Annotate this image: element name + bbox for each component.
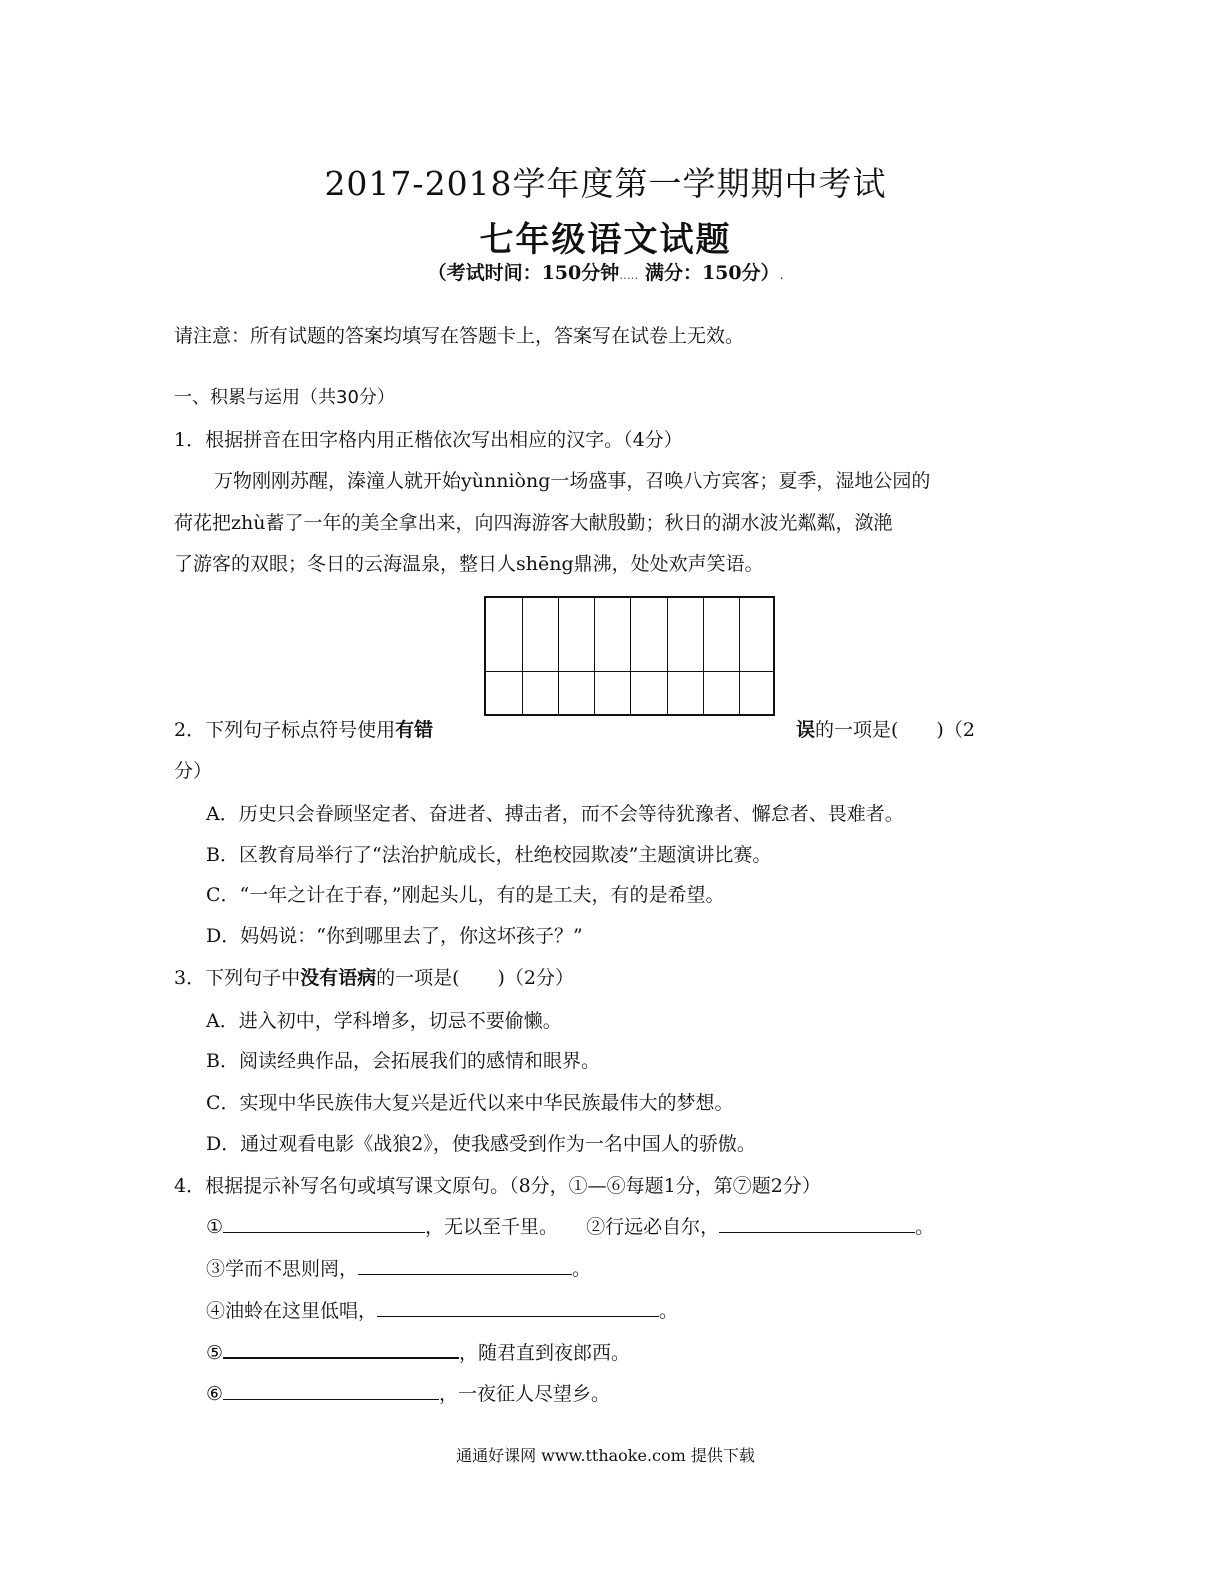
notice: 请注意：所有试题的答案均填写在答题卡上，答案写在试卷上无效。 [174,325,745,347]
q4-item6-blank[interactable] [223,1379,439,1400]
q4-item5-number: ⑤ [206,1342,224,1364]
q2-stem-score: 分） [174,760,213,782]
q4-item3-blank[interactable] [358,1254,572,1275]
grid-line [594,598,595,714]
grid-line [703,598,704,714]
exam-info-dot-end: . [779,268,784,282]
q3-stem [174,963,574,990]
grid-line [667,598,668,714]
q4-item6-text: ，一夜征人尽望乡。 [439,1383,611,1405]
q4-item1-number: ① [206,1216,224,1238]
exam-full-score: 满分：150分） [644,262,780,284]
grid-line [630,598,631,714]
grid-line [522,598,523,714]
q2-option-a[interactable]: A．历史只会眷顾坚定者、奋进者、搏击者，而不会等待犹豫者、懈怠者、畏难者。 [206,803,904,825]
q4-item1-blank[interactable] [223,1212,425,1233]
section-heading: 一、积累与运用（共30分） [174,387,395,408]
q3-option-a[interactable]: A．进入初中，学科增多，切忌不要偷懒。 [206,1010,562,1032]
q2-stem-start [174,715,433,742]
q4-item2-end: 。 [915,1216,935,1238]
grid-line [486,671,773,672]
q2-stem-emphasis: 误 [796,719,816,741]
q4-item2-text: ②行远必自尔， [586,1216,720,1238]
exam-info-dots: ..... [619,268,639,282]
q2-stem-text: 的一项是( )（2 [815,719,975,741]
q2-stem-emphasis: 有错 [395,719,434,741]
q4-item3-text: ③学而不思则罔， [206,1258,359,1280]
q3-option-c[interactable]: C．实现中华民族伟大复兴是近代以来中华民族最伟大的梦想。 [206,1092,734,1114]
q2-stem-end [796,715,975,742]
q4-row-3 [206,1254,591,1281]
grid-line [739,598,740,714]
q3-stem-emphasis: 没有语病 [300,967,377,989]
writing-grid[interactable] [484,596,775,716]
q3-option-b[interactable]: B．阅读经典作品，会拓展我们的感情和眼界。 [206,1050,600,1072]
q4-row-1 [206,1212,934,1239]
q4-item5-text: ，随君直到夜郎西。 [459,1342,631,1364]
exam-info [0,258,1211,285]
q4-item4-text: ④油蛉在这里低唱， [206,1300,378,1322]
q1-stem: 1．根据拼音在田字格内用正楷依次写出相应的汉字。（4分） [174,429,683,451]
q4-item6-number: ⑥ [206,1383,224,1405]
q4-row-4 [206,1296,678,1323]
q2-stem-text: 2．下列句子标点符号使用 [174,719,396,741]
exam-subtitle: 七年级语文试题 [479,220,732,260]
q3-stem-text: 3．下列句子中 [174,967,301,989]
q4-item3-end: 。 [572,1258,592,1280]
q2-option-b[interactable]: B．区教育局举行了“法治护航成长，杜绝校园欺凌”主题演讲比赛。 [206,844,772,866]
q3-option-d[interactable]: D．通过观看电影《战狼2》，使我感受到作为一名中国人的骄傲。 [206,1133,756,1155]
q4-item2-blank[interactable] [719,1212,915,1233]
q4-item4-blank[interactable] [377,1296,659,1317]
exam-time: （考试时间：150分钟 [427,262,620,284]
grid-line [558,598,559,714]
q4-row-5 [206,1337,630,1365]
q4-stem: 4．根据提示补写名句或填写课文原句。（8分，①—⑥每题1分，第⑦题2分） [174,1175,821,1197]
q2-option-d[interactable]: D．妈妈说：“你到哪里去了，你这坏孩子？” [206,925,583,947]
exam-title: 2017-2018学年度第一学期期中考试 [324,164,887,203]
q1-passage-line3: 了游客的双眼；冬日的云海温泉，整日人shēng鼎沸，处处欢声笑语。 [174,553,764,575]
q1-passage-line2: 荷花把zhù蓄了一年的美全拿出来，向四海游客大献殷勤；秋日的湖水波光粼粼，潋滟 [174,512,893,534]
q1-passage-line1: 万物刚刚苏醒，溱潼人就开始yùnniòng一场盛事，召唤八方宾客；夏季，湿地公园的 [214,470,931,492]
q4-item5-blank[interactable] [223,1337,459,1359]
q2-option-c[interactable]: C．“一年之计在于春，”刚起头儿，有的是工夫，有的是希望。 [206,884,725,906]
page-footer: 通通好课网 www.tthaoke.com 提供下载 [456,1446,755,1465]
q4-item4-end: 。 [659,1300,679,1322]
q3-stem-text: 的一项是( )（2分） [376,967,575,989]
q4-item1-text: ，无以至千里。 [425,1216,559,1238]
q4-row-6 [206,1379,610,1406]
